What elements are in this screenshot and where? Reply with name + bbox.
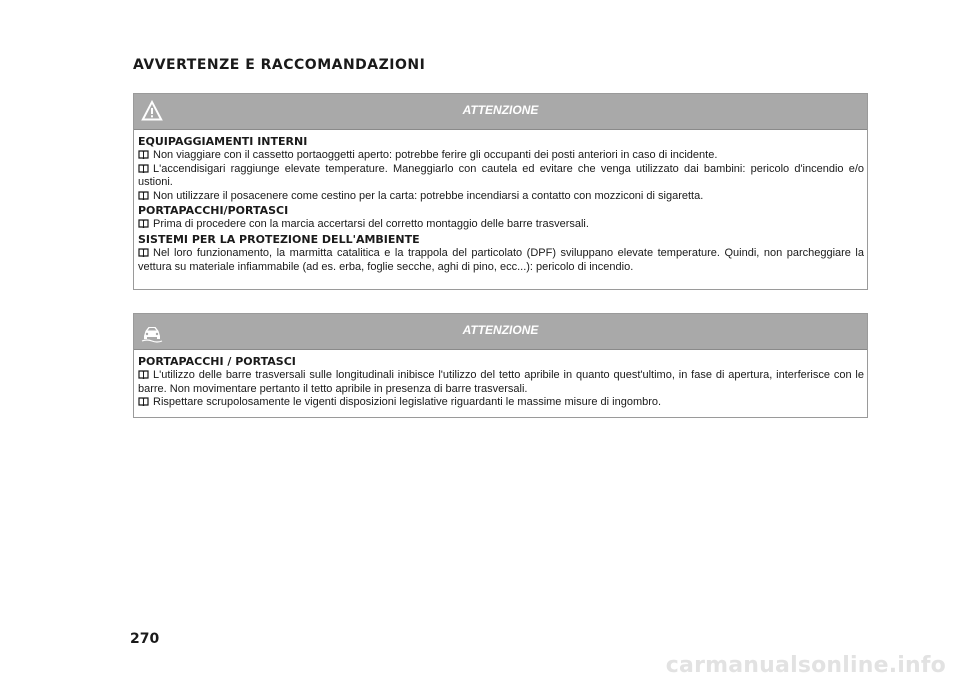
book-bullet-icon [138, 248, 149, 257]
list-item [138, 149, 864, 163]
warning-box-header [134, 94, 867, 130]
page-number: 270 [130, 631, 160, 647]
book-bullet-icon [138, 219, 149, 228]
list-item-text: L'accendisigari raggiunge elevate temperature. Maneggiarlo con cautela ed evitare che venga utilizzato dai bambini: pericolo d'incendio e/o ustioni. [138, 162, 864, 189]
list-item [138, 369, 864, 396]
warning-box-2 [133, 313, 868, 418]
warning-box-header-label: ATTENZIONE [462, 323, 539, 337]
list-item [138, 247, 864, 274]
list-item [138, 396, 864, 410]
list-item [138, 218, 864, 232]
warning-box-body [134, 130, 867, 274]
list-item [138, 163, 864, 190]
list-item-text: Nel loro funzionamento, la marmitta catalitica e la trappola del particolato (DPF) sviluppano elevate temperature. Quindi, non parcheggiare la vettura su materiale infiammabile (ad es. erba, foglie secche, aghi di pino, ecc...): pericolo di incendio. [138, 246, 864, 273]
list-item-text: Non utilizzare il posacenere come cestino per la carta: potrebbe incendiarsi a contatto con mozziconi di sigaretta. [153, 189, 704, 202]
list-item-text: Rispettare scrupolosamente le vigenti disposizioni legislative riguardanti le massime misure di ingombro. [153, 396, 662, 409]
section-heading: EQUIPAGGIAMENTI INTERNI [138, 135, 308, 148]
book-bullet-icon [138, 370, 149, 379]
warning-box-body [134, 350, 867, 410]
watermark: carmanualsonline.info [665, 653, 946, 678]
book-bullet-icon [138, 164, 149, 173]
warning-box-header-label: ATTENZIONE [462, 103, 539, 117]
list-item-text: Prima di procedere con la marcia accertarsi del corretto montaggio delle barre trasversali. [153, 218, 589, 231]
list-item-text: L'utilizzo delle barre trasversali sulle longitudinali inibisce l'utilizzo del tetto apribile in quanto quest'ultimo, in fase di apertura, interferisce con le barre. Non movimentare pertanto il tetto apribile in presenza di barre trasversali. [138, 369, 864, 395]
book-bullet-icon [138, 191, 149, 200]
book-bullet-icon [138, 397, 149, 406]
warning-box-header [134, 314, 867, 350]
section-heading: PORTAPACCHI/PORTASCI [138, 204, 289, 218]
warning-box-1 [133, 93, 868, 290]
list-item [138, 190, 864, 204]
section-heading: PORTAPACCHI / PORTASCI [138, 355, 296, 368]
book-bullet-icon [138, 150, 149, 159]
list-item-text: Non viaggiare con il cassetto portaoggetti aperto: potrebbe ferire gli occupanti dei posti anteriori in caso di incidente. [153, 149, 718, 161]
page-title: AVVERTENZE E RACCOMANDAZIONI [133, 57, 426, 73]
section-heading: SISTEMI PER LA PROTEZIONE DELL'AMBIENTE [138, 232, 420, 246]
